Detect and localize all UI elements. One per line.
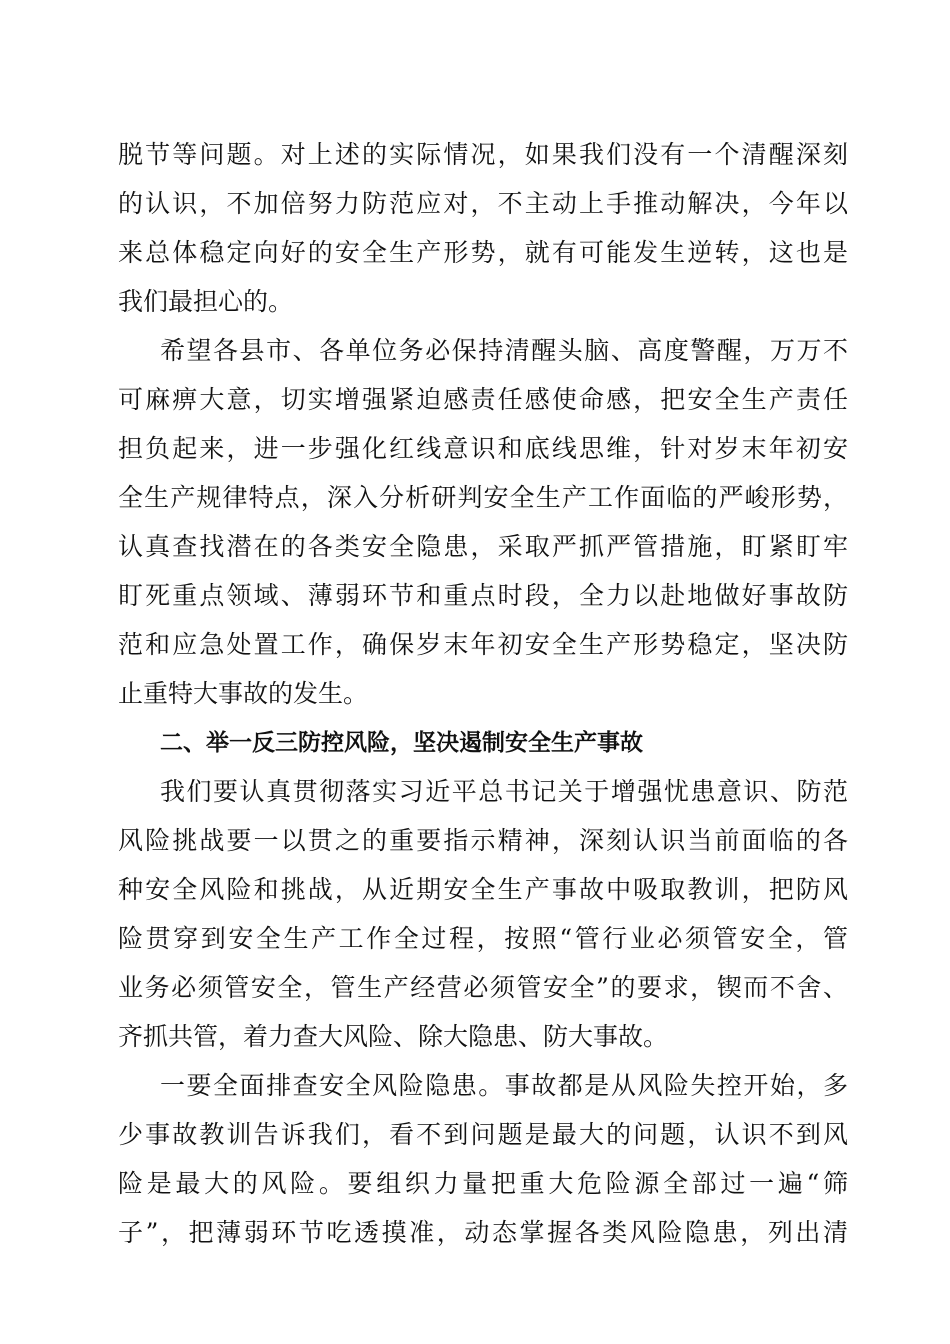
paragraph-line: 脱节等问题。对上述的实际情况，如果我们没有一个清醒深刻	[118, 140, 848, 169]
section-heading: 二、举一反三防控风险，坚决遏制安全生产事故	[160, 730, 643, 756]
paragraph-line: 险贯穿到安全生产工作全过程，按照“管行业必须管安全，管	[118, 924, 848, 953]
paragraph-line: 少事故教训告诉我们，看不到问题是最大的问题，认识不到风	[118, 1120, 848, 1149]
paragraph-line: 可麻痹大意，切实增强紧迫感责任感使命感，把安全生产责任	[118, 385, 848, 414]
paragraph-line: 盯死重点领域、薄弱环节和重点时段，全力以赴地做好事故防	[118, 581, 848, 610]
paragraph-line: 全生产规律特点，深入分析研判安全生产工作面临的严峻形势，	[118, 483, 848, 512]
paragraph-line: 子”，把薄弱环节吃透摸准，动态掌握各类风险隐患，列出清	[118, 1218, 848, 1247]
paragraph-line: 范和应急处置工作，确保岁末年初安全生产形势稳定，坚决防	[118, 630, 848, 659]
paragraph-line: 希望各县市、各单位务必保持清醒头脑、高度警醒，万万不	[160, 336, 848, 365]
paragraph-line: 来总体稳定向好的安全生产形势，就有可能发生逆转，这也是	[118, 238, 848, 267]
paragraph-line: 齐抓共管，着力查大风险、除大隐患、防大事故。	[118, 1022, 669, 1051]
paragraph-line: 风险挑战要一以贯之的重要指示精神，深刻认识当前面临的各	[118, 826, 848, 855]
paragraph-line: 业务必须管安全，管生产经营必须管安全”的要求，锲而不舍、	[118, 973, 848, 1002]
paragraph-line: 种安全风险和挑战，从近期安全生产事故中吸取教训，把防风	[118, 875, 848, 904]
paragraph-line: 止重特大事故的发生。	[118, 679, 369, 708]
paragraph-line: 认真查找潜在的各类安全隐患，采取严抓严管措施，盯紧盯牢	[118, 532, 848, 561]
paragraph-line: 的认识，不加倍努力防范应对，不主动上手推动解决，今年以	[118, 189, 848, 218]
paragraph-line: 一要全面排查安全风险隐患。事故都是从风险失控开始，多	[160, 1071, 848, 1100]
paragraph-line: 担负起来，进一步强化红线意识和底线思维，针对岁末年初安	[118, 434, 848, 463]
paragraph-line: 险是最大的风险。要组织力量把重大危险源全部过一遍“筛	[118, 1169, 848, 1198]
paragraph-line: 我们要认真贯彻落实习近平总书记关于增强忧患意识、防范	[160, 777, 848, 806]
paragraph-line: 我们最担心的。	[118, 287, 294, 316]
